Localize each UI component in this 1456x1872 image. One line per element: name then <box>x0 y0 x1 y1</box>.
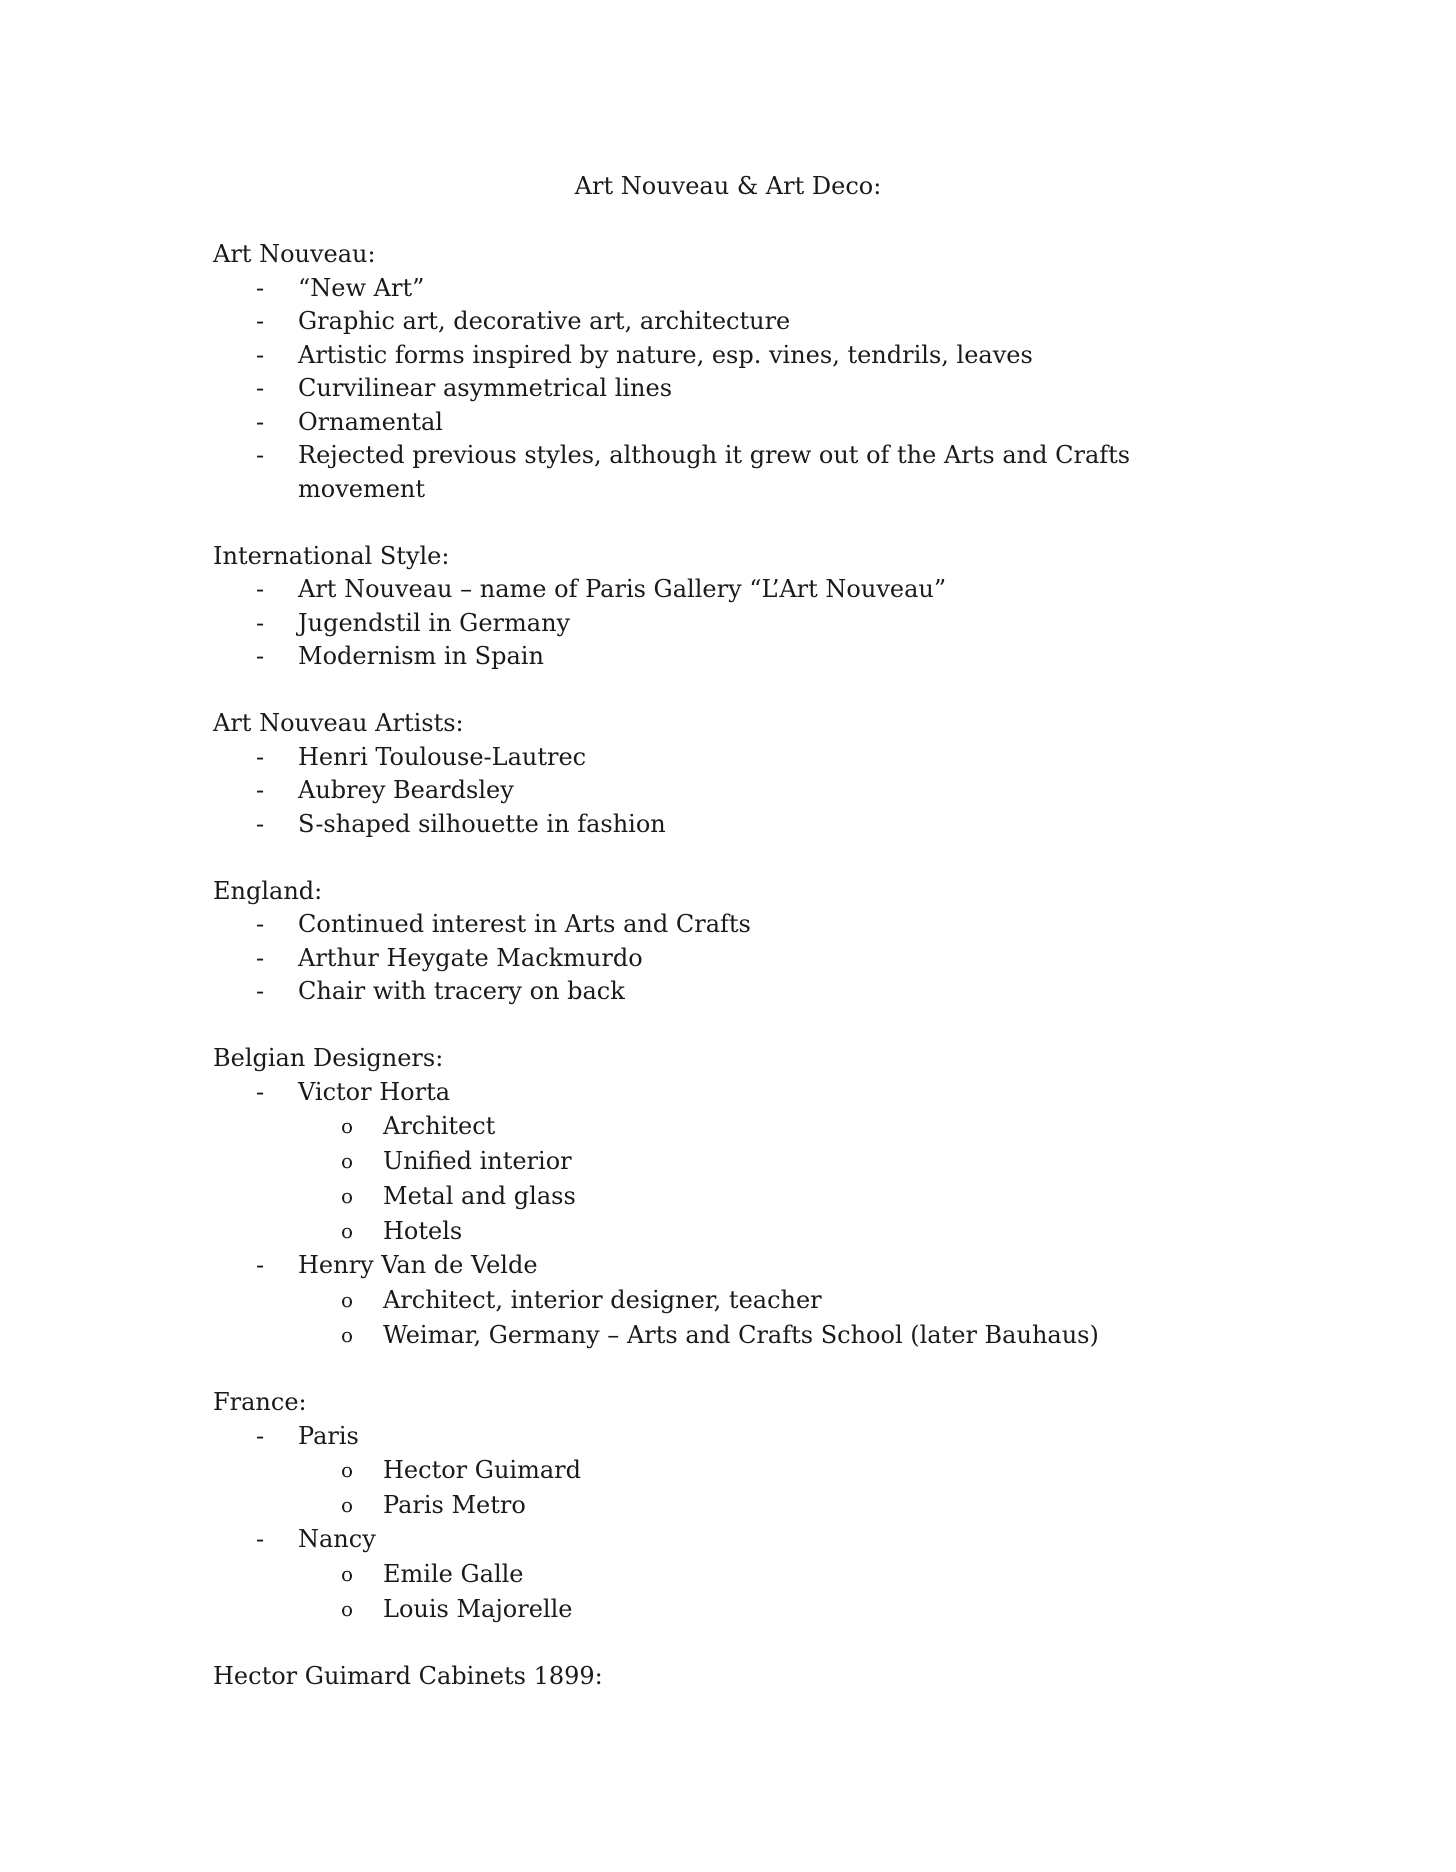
list-item <box>213 774 1313 808</box>
dash-marker: - <box>256 273 265 302</box>
sub-list-item <box>298 1318 1313 1353</box>
circle-marker: o <box>341 1287 354 1312</box>
list-item-text: Henry Van de Velde <box>298 1251 538 1279</box>
sub-list-item-text: Hotels <box>383 1217 463 1245</box>
list-item <box>213 808 1313 842</box>
dash-marker: - <box>256 441 265 469</box>
list-item <box>213 573 1313 607</box>
list-item <box>213 406 1313 440</box>
document-title: Art Nouveau & Art Deco: <box>574 172 882 200</box>
list-item <box>213 272 1313 306</box>
list-item <box>213 339 1313 373</box>
dash-marker: - <box>256 1525 265 1553</box>
list-item <box>213 439 1313 506</box>
sub-list-item-text: Architect <box>383 1112 496 1140</box>
dash-marker: - <box>256 307 265 335</box>
list-item <box>213 1523 1313 1627</box>
dash-marker: - <box>256 608 265 637</box>
list-item <box>213 305 1313 339</box>
dash-marker: - <box>256 776 265 804</box>
list-item <box>213 975 1313 1009</box>
section-art-nouveau <box>213 238 1313 506</box>
sub-list-item-text: Hector Guimard <box>383 1456 581 1484</box>
sub-list-item <box>298 1109 1313 1144</box>
circle-marker: o <box>341 1322 354 1347</box>
sub-list-item-text: Weimar, Germany – Arts and Crafts School (later Bauhaus) <box>383 1320 1099 1349</box>
sub-list-item <box>298 1557 1313 1592</box>
sub-bullet-list <box>298 1283 1313 1353</box>
circle-marker: o <box>341 1493 354 1517</box>
list-item-text: Ornamental <box>298 407 443 436</box>
sub-list-item-text: Metal and glass <box>383 1182 576 1210</box>
dash-marker: - <box>256 340 265 369</box>
list-item <box>213 1076 1313 1250</box>
section-heading: Art Nouveau: <box>213 240 376 268</box>
bullet-list <box>213 1076 1313 1353</box>
list-item-text: Aubrey Beardsley <box>298 776 514 804</box>
sub-list-item-text: Unified interior <box>383 1147 572 1175</box>
dash-marker: - <box>256 1421 265 1450</box>
dash-marker: - <box>256 910 265 938</box>
list-item-text: Chair with tracery on back <box>298 977 625 1005</box>
sub-bullet-list <box>298 1557 1313 1627</box>
bullet-list <box>213 908 1313 1009</box>
list-item-text: Rejected previous styles, although it grew out of the Arts and Crafts movement <box>298 441 1131 503</box>
section-heading: International Style: <box>213 541 450 570</box>
list-item-text: S-shaped silhouette in fashion <box>298 809 666 838</box>
section-heading: Art Nouveau Artists: <box>213 709 464 737</box>
sub-list-item-text: Emile Galle <box>383 1559 524 1588</box>
circle-marker: o <box>341 1149 354 1173</box>
list-item-text: Nancy <box>298 1525 376 1553</box>
list-item-text: “New Art” <box>298 273 425 302</box>
dash-marker: - <box>256 575 265 603</box>
list-item <box>213 640 1313 674</box>
section-guimard-cabinets <box>213 1660 1313 1694</box>
sub-list-item-text: Louis Majorelle <box>383 1594 573 1623</box>
section-artists <box>213 707 1313 841</box>
section-heading: England: <box>213 876 323 905</box>
bullet-list <box>213 573 1313 674</box>
list-item-text: Arthur Heygate Mackmurdo <box>298 943 643 972</box>
sub-list-item <box>298 1144 1313 1179</box>
dash-marker: - <box>256 742 265 771</box>
sub-list-item <box>298 1488 1313 1523</box>
list-item-text: Henri Toulouse-Lautrec <box>298 742 587 771</box>
section-france <box>213 1386 1313 1627</box>
sub-list-item <box>298 1283 1313 1318</box>
dash-marker: - <box>256 407 265 436</box>
section-heading: France: <box>213 1388 307 1416</box>
list-item-text: Victor Horta <box>298 1077 451 1106</box>
list-item-text: Paris <box>298 1421 359 1450</box>
sub-list-item <box>298 1592 1313 1627</box>
list-item <box>213 607 1313 641</box>
bullet-list <box>213 1420 1313 1627</box>
circle-marker: o <box>341 1561 354 1586</box>
list-item <box>213 1420 1313 1524</box>
list-item <box>213 908 1313 942</box>
document-body <box>213 238 1313 1727</box>
dash-marker: - <box>256 642 265 670</box>
sub-bullet-list <box>298 1109 1313 1249</box>
sub-list-item <box>298 1179 1313 1214</box>
list-item <box>213 1249 1313 1353</box>
section-international-style <box>213 540 1313 674</box>
list-item-text: Continued interest in Arts and Crafts <box>298 910 751 938</box>
dash-marker: - <box>256 1077 265 1106</box>
circle-marker: o <box>341 1458 354 1482</box>
sub-list-item-text: Architect, interior designer, teacher <box>383 1285 822 1314</box>
dash-marker: - <box>256 374 265 402</box>
list-item <box>213 741 1313 775</box>
section-heading: Belgian Designers: <box>213 1044 444 1072</box>
sub-list-item-text: Paris Metro <box>383 1491 526 1519</box>
dash-marker: - <box>256 943 265 972</box>
sub-list-item <box>298 1453 1313 1488</box>
dash-marker: - <box>256 1251 265 1279</box>
list-item-text: Jugendstil in Germany <box>298 608 571 637</box>
bullet-list <box>213 272 1313 507</box>
section-belgian-designers <box>213 1042 1313 1353</box>
circle-marker: o <box>341 1114 354 1138</box>
bullet-list <box>213 741 1313 842</box>
list-item-text: Graphic art, decorative art, architecture <box>298 307 791 335</box>
circle-marker: o <box>341 1219 354 1243</box>
dash-marker: - <box>256 809 265 838</box>
list-item-text: Artistic forms inspired by nature, esp. vines, tendrils, leaves <box>298 340 1033 369</box>
sub-bullet-list <box>298 1453 1313 1523</box>
circle-marker: o <box>341 1596 354 1621</box>
dash-marker: - <box>256 977 265 1005</box>
list-item <box>213 942 1313 976</box>
list-item-text: Curvilinear asymmetrical lines <box>298 374 673 402</box>
circle-marker: o <box>341 1184 354 1208</box>
section-england <box>213 875 1313 1009</box>
list-item-text: Art Nouveau – name of Paris Gallery “L’Art Nouveau” <box>298 575 947 603</box>
sub-list-item <box>298 1214 1313 1249</box>
list-item-text: Modernism in Spain <box>298 642 544 670</box>
list-item <box>213 372 1313 406</box>
section-heading: Hector Guimard Cabinets 1899: <box>213 1662 603 1690</box>
